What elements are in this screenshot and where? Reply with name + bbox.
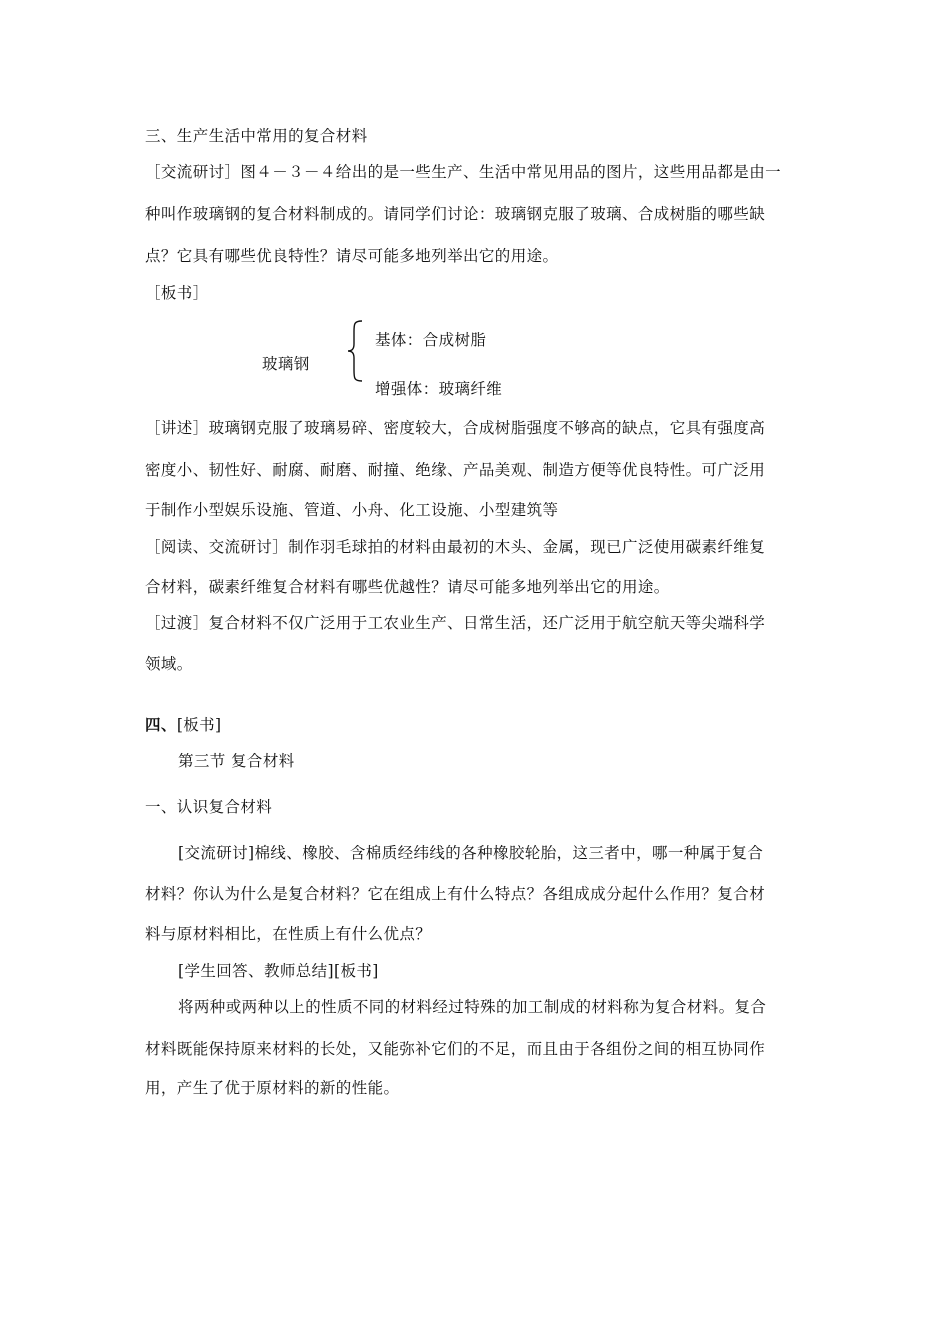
paragraph-line: 合材料，碳素纤维复合材料有哪些优越性？请尽可能多地列举出它的用途。: [145, 578, 670, 596]
paragraph-line: [交流研讨]棉线、橡胶、含棉质经纬线的各种橡胶轮胎，这三者中，哪一种属于复合: [178, 844, 764, 862]
paragraph-line: 密度小、韧性好、耐腐、耐磨、耐撞、绝缘、产品美观、制造方便等优良特性。可广泛用: [145, 461, 766, 479]
paragraph-line: ［讲述］玻璃钢克服了玻璃易碎、密度较大，合成树脂强度不够高的缺点，它具有强度高: [145, 419, 766, 437]
paragraph-line: 材料？你认为什么是复合材料？它在组成上有什么特点？各组成成分起什么作用？复合材: [145, 885, 766, 903]
paragraph-line: ［阅读、交流研讨］制作羽毛球拍的材料由最初的木头、金属，现已广泛使用碳素纤维复: [145, 538, 766, 556]
paragraph-line: ［过渡］复合材料不仅广泛用于工农业生产、日常生活，还广泛用于航空航天等尖端科学: [145, 614, 766, 632]
board-note: ［板书］: [145, 284, 209, 302]
paragraph-line: 将两种或两种以上的性质不同的材料经过特殊的加工制成的材料称为复合材料。复合: [178, 998, 767, 1016]
section-4-heading: [145, 715, 222, 735]
section-4-board: [板书]: [176, 716, 222, 734]
paragraph-line: 料与原材料相比，在性质上有什么优点？: [145, 925, 432, 943]
paragraph-line: ［交流研讨］图４－３－４给出的是一些生产、生活中常见用品的图片，这些用品都是由一: [145, 163, 782, 181]
subsection-heading: 一、认识复合材料: [145, 798, 273, 816]
diagram-item-matrix: 基体：合成树脂: [375, 331, 487, 349]
section-3-heading: 三、生产生活中常用的复合材料: [145, 127, 368, 145]
paragraph-line: 点？它具有哪些优良特性？请尽可能多地列举出它的用途。: [145, 247, 559, 265]
paragraph-line: 材料既能保持原来材料的长处，又能弥补它们的不足，而且由于各组份之间的相互协同作: [145, 1040, 766, 1058]
composition-diagram: [262, 320, 562, 400]
paragraph-line: 种叫作玻璃钢的复合材料制成的。请同学们讨论：玻璃钢克服了玻璃、合成树脂的哪些缺: [145, 205, 766, 223]
section-4-number: 四、: [145, 715, 177, 734]
lesson-title: 第三节 复合材料: [178, 752, 295, 770]
brace-icon: [346, 320, 368, 382]
paragraph-line: 领域。: [145, 655, 193, 673]
diagram-label: 玻璃钢: [262, 355, 310, 373]
diagram-item-reinforcement: 增强体：玻璃纤维: [375, 380, 503, 398]
paragraph-line: 于制作小型娱乐设施、管道、小舟、化工设施、小型建筑等: [145, 501, 559, 519]
paragraph-line: [学生回答、教师总结][板书]: [178, 962, 379, 980]
paragraph-line: 用，产生了优于原材料的新的性能。: [145, 1079, 400, 1097]
